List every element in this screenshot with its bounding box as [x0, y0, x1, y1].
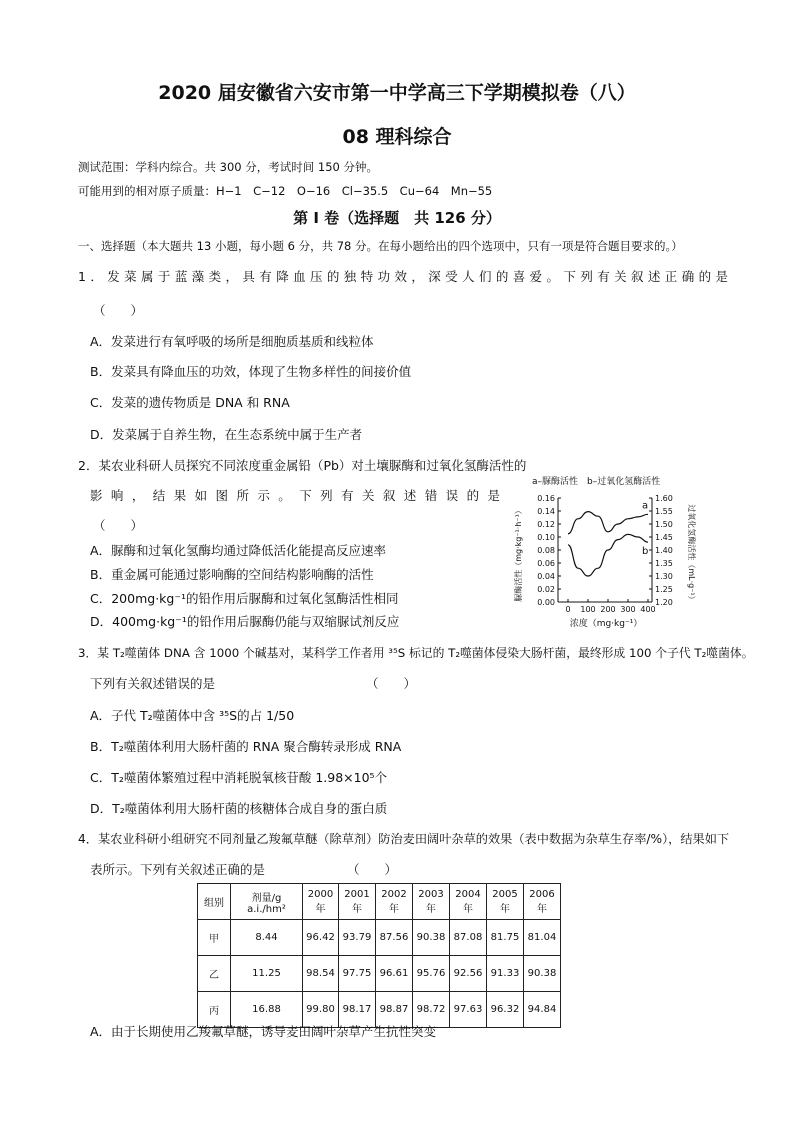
- q2-stem-line1: 2．某农业科研人员探究不同浓度重金属铅（Pb）对土壤脲酶和过氧化氢酶活性的: [78, 458, 527, 473]
- chart-ytick-label-left: 0.12: [537, 520, 555, 529]
- q3-option-b: B．T₂噬菌体利用大肠杆菌的 RNA 聚合酶转录形成 RNA: [90, 739, 402, 754]
- table-cell: 16.88: [231, 992, 303, 1028]
- q2-blank: （ ）: [93, 518, 144, 533]
- q3-blank: （ ）: [366, 676, 417, 691]
- table-cell: 98.54: [303, 956, 339, 992]
- chart-ylabel-left: 脲酶活性（mg·kg⁻¹·h⁻¹）: [514, 506, 523, 602]
- chart-ytick-label-right: 1.30: [655, 572, 673, 581]
- section-title: 第 I 卷（选择题 共 126 分）: [293, 209, 501, 227]
- q2-option-a: A．脲酶和过氧化氢酶均通过降低活化能提高反应速率: [90, 543, 387, 558]
- chart-ylabel-right: 过氧化氢酶活性（mL·g⁻¹）: [687, 504, 696, 604]
- chart-ytick-label-right: 1.25: [655, 585, 673, 594]
- table-cell: 96.32: [487, 992, 524, 1028]
- chart-series-label-b: b: [642, 546, 649, 558]
- chart-xtick-label: 100: [580, 605, 596, 614]
- table-cell: 99.80: [303, 992, 339, 1028]
- chart-ytick-label-right: 1.20: [655, 598, 673, 607]
- table-header: 组别: [198, 884, 231, 920]
- chart-xtick-label: 400: [640, 605, 656, 614]
- chart-xtick-label: 300: [620, 605, 636, 614]
- table-header: 2001 年: [339, 884, 376, 920]
- chart-ytick-label-right: 1.45: [655, 533, 673, 542]
- chart-ytick-label-right: 1.50: [655, 520, 673, 529]
- q3-option-c: C．T₂噬菌体繁殖过程中消耗脱氧核苷酸 1.98×10⁵个: [90, 770, 388, 785]
- herbicide-table: [197, 883, 561, 1028]
- table-cell: 98.87: [376, 992, 413, 1028]
- chart-ytick-label-left: 0.04: [537, 572, 555, 581]
- chart-xtick-label: 0: [565, 605, 571, 614]
- table-cell: 98.72: [413, 992, 450, 1028]
- table-header: 2006 年: [524, 884, 561, 920]
- chart-ytick-label-right: 1.60: [655, 494, 673, 503]
- page-title: 2020 届安徽省六安市第一中学高三下学期模拟卷（八）: [158, 82, 636, 104]
- enzyme-activity-chart: [510, 470, 700, 630]
- table-cell: 丙: [198, 992, 231, 1028]
- table-header: 2004 年: [450, 884, 487, 920]
- table-cell: 96.42: [303, 920, 339, 956]
- table-cell: 95.76: [413, 956, 450, 992]
- table-header: 剂量/g a.i./hm²: [231, 884, 303, 920]
- table-cell: 93.79: [339, 920, 376, 956]
- q2-option-d: D．400mg·kg⁻¹的铅作用后脲酶仍能与双缩脲试剂反应: [90, 614, 400, 629]
- chart-ytick-label-left: 0.14: [537, 507, 555, 516]
- chart-legend: a–脲酶活性 b–过氧化氢酶活性: [532, 477, 661, 487]
- chart-ytick-label-right: 1.40: [655, 546, 673, 555]
- chart-ytick-label-right: 1.35: [655, 559, 673, 568]
- q4-blank: （ ）: [347, 862, 398, 877]
- q4-stem: 4．某农业科研小组研究不同剂量乙羧氟草醚（除草剂）防治麦田阔叶杂草的效果（表中数据为杂草生存率/%），结果如下: [78, 832, 730, 846]
- table-cell: 97.75: [339, 956, 376, 992]
- table-cell: 96.61: [376, 956, 413, 992]
- table-cell: 98.17: [339, 992, 376, 1028]
- chart-ytick-label-left: 0.06: [537, 559, 555, 568]
- q1-blank: （ ）: [93, 303, 144, 318]
- q4-stem-line2: 表所示。下列有关叙述正确的是: [90, 862, 266, 877]
- chart-series-label-a: a: [642, 500, 649, 512]
- q1-stem: 1．发菜属于蓝藻类，具有降血压的独特功效，深受人们的喜爱。下列有关叙述正确的是: [78, 269, 728, 284]
- chart-ytick-label-left: 0.10: [537, 533, 555, 542]
- q3-stem-line2: 下列有关叙述错误的是: [90, 676, 216, 691]
- chart-series-a: [568, 512, 648, 534]
- table-header-row: [198, 884, 561, 920]
- page-subtitle: 08 理科综合: [342, 126, 452, 148]
- chart-ytick-label-left: 0.02: [537, 585, 555, 594]
- chart-ytick-label-right: 1.55: [655, 507, 673, 516]
- table-row: [198, 956, 561, 992]
- table-cell: 甲: [198, 920, 231, 956]
- table-cell: 92.56: [450, 956, 487, 992]
- table-header: 2002 年: [376, 884, 413, 920]
- table-cell: 81.75: [487, 920, 524, 956]
- test-scope: 测试范围：学科内综合。共 300 分，考试时间 150 分钟。: [78, 160, 379, 174]
- table-header: 2000 年: [303, 884, 339, 920]
- chart-xlabel: 浓度（mg·kg⁻¹）: [569, 619, 643, 629]
- table-cell: 90.38: [413, 920, 450, 956]
- table-cell: 97.63: [450, 992, 487, 1028]
- chart-ytick-label-left: 0.16: [537, 494, 555, 503]
- q1-option-b: B．发菜具有降血压的功效，体现了生物多样性的间接价值: [90, 364, 412, 379]
- table-cell: 87.08: [450, 920, 487, 956]
- table-cell: 94.84: [524, 992, 561, 1028]
- table-cell: 11.25: [231, 956, 303, 992]
- q1-option-a: A．发菜进行有氧呼吸的场所是细胞质基质和线粒体: [90, 334, 374, 349]
- q2-option-c: C．200mg·kg⁻¹的铅作用后脲酶和过氧化氢酶活性相同: [90, 591, 399, 606]
- atomic-masses: 可能用到的相对原子质量：H−1 C−12 O−16 Cl−35.5 Cu−64 Mn−55: [78, 184, 493, 198]
- q2-option-b: B．重金属可能通过影响酶的空间结构影响酶的活性: [90, 567, 374, 582]
- table-cell: 8.44: [231, 920, 303, 956]
- table-cell: 91.33: [487, 956, 524, 992]
- table-cell: 乙: [198, 956, 231, 992]
- chart-series-b: [568, 534, 648, 576]
- section-instructions: 一、选择题（本大题共 13 小题，每小题 6 分，共 78 分。在每小题给出的四个选项中，只有一项是符合题目要求的。）: [78, 239, 683, 253]
- q3-option-d: D．T₂噬菌体利用大肠杆菌的核糖体合成自身的蛋白质: [90, 801, 388, 816]
- chart-ytick-label-left: 0.08: [537, 546, 555, 555]
- table-cell: 90.38: [524, 956, 561, 992]
- q3-option-a: A．子代 T₂噬菌体中含 ³⁵S的占 1/50: [90, 708, 295, 723]
- table-row: [198, 920, 561, 956]
- q1-option-d: D．发菜属于自养生物，在生态系统中属于生产者: [90, 427, 363, 442]
- table-cell: 81.04: [524, 920, 561, 956]
- q2-stem-line2: 影响，结果如图所示。下列有关叙述错误的是: [90, 488, 500, 503]
- q3-stem: 3．某 T₂噬菌体 DNA 含 1000 个碱基对，某科学工作者用 ³⁵S 标记的 T₂噬菌体侵染大肠杆菌，最终形成 100 个子代 T₂噬菌体。: [78, 646, 754, 660]
- q4-option-a: A．由于长期使用乙羧氟草醚，诱导麦田阔叶杂草产生抗性突变: [90, 1024, 437, 1039]
- table-header: 2005 年: [487, 884, 524, 920]
- chart-xtick-label: 200: [600, 605, 616, 614]
- table-header: 2003 年: [413, 884, 450, 920]
- chart-ytick-label-left: 0.00: [537, 598, 555, 607]
- table-cell: 87.56: [376, 920, 413, 956]
- q1-option-c: C．发菜的遗传物质是 DNA 和 RNA: [90, 395, 290, 410]
